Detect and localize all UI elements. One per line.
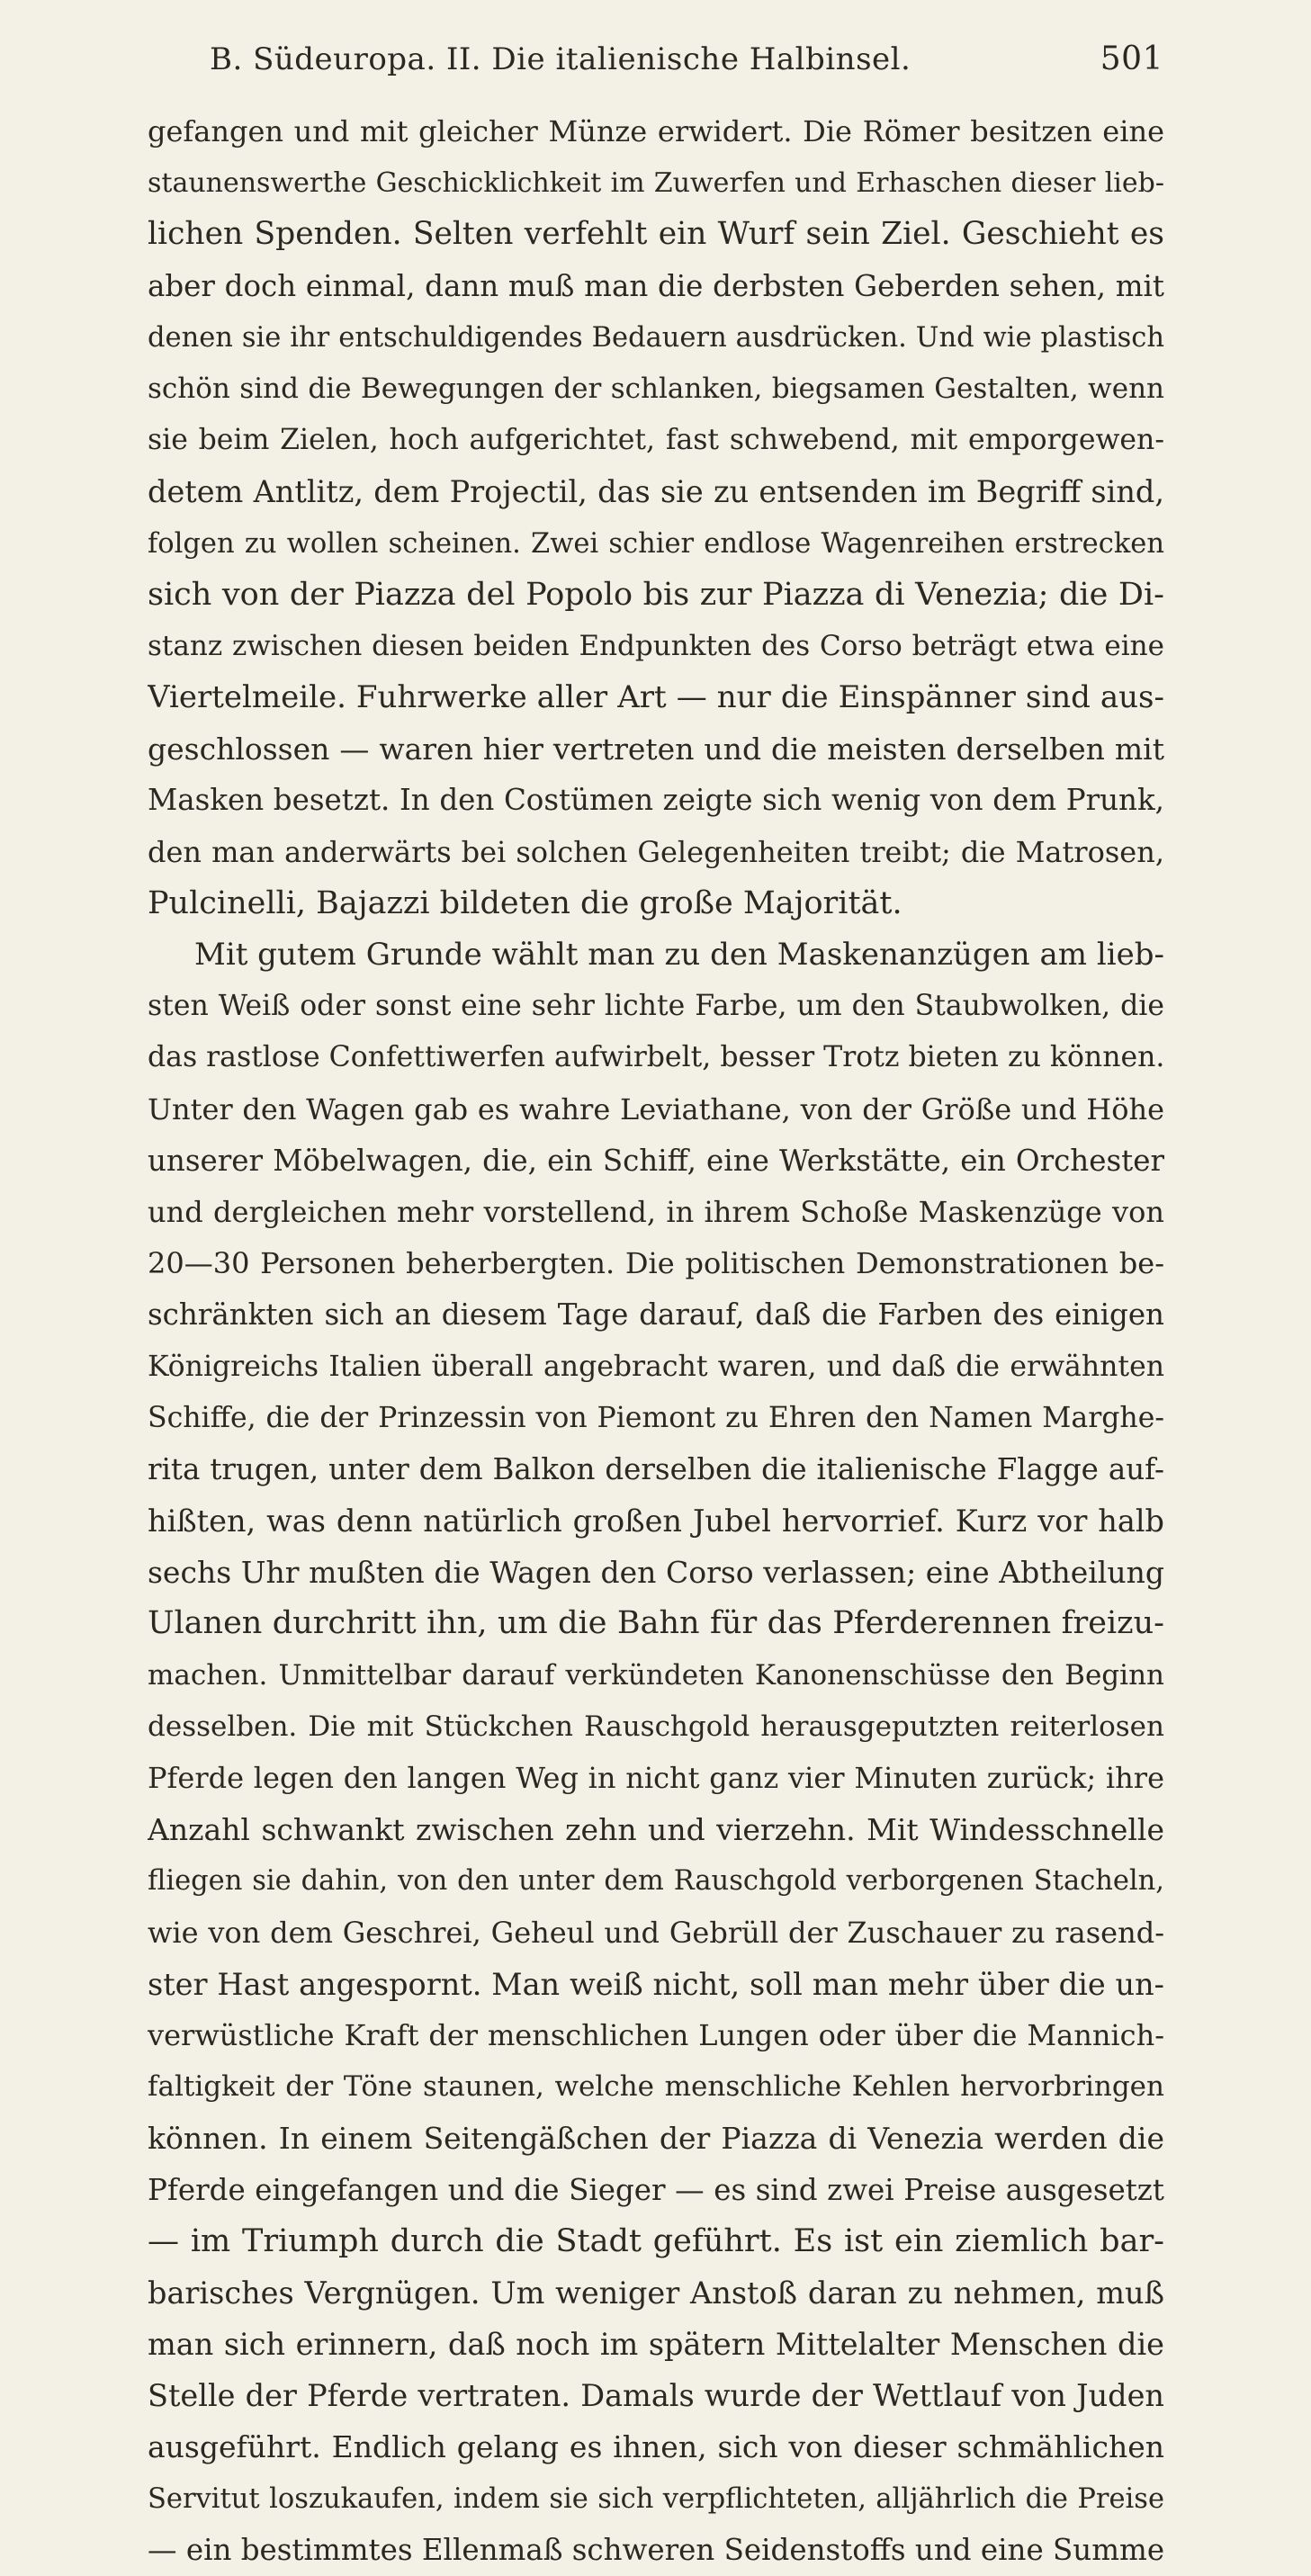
page-number: 501	[1100, 40, 1163, 77]
text-line: stanz zwischen diesen beiden Endpunkten des Corso beträgt etwa eine	[148, 629, 1164, 662]
text-line: ausgeführt. Endlich gelang es ihnen, sich von dieser schmählichen	[148, 2429, 1164, 2465]
paragraph	[148, 106, 1164, 929]
text-line: Unter den Wagen gab es wahre Leviathane, von der Größe und Höhe	[148, 1091, 1164, 1126]
text-line: geschlossen — waren hier vertreten und die meisten derselben mit	[148, 732, 1164, 767]
text-line: — im Triumph durch die Stadt geführt. Es ist ein ziemlich bar-	[148, 2222, 1164, 2259]
text-line: folgen zu wollen scheinen. Zwei schier endlose Wagenreihen erstrecken	[148, 527, 1164, 560]
text-line: man sich erinnern, daß noch im spätern Mittelalter Menschen die	[148, 2327, 1164, 2363]
text-line: denen sie ihr entschuldigendes Bedauern ausdrücken. Und wie plastisch	[148, 321, 1164, 354]
text-line: gefangen und mit gleicher Münze erwidert. Die Römer besitzen eine	[148, 114, 1164, 148]
text-line: schön sind die Bewegungen der schlanken, biegsamen Gestalten, wenn	[148, 372, 1164, 405]
text-line: Schiffe, die der Prinzessin von Piemont zu Ehren den Namen Marghe-	[148, 1401, 1164, 1434]
text-line: aber doch einmal, dann muß man die derbsten Geberden sehen, mit	[148, 268, 1164, 303]
text-line: Pferde eingefangen und die Sieger — es sind zwei Preise ausgesetzt	[148, 2172, 1164, 2207]
text-line: Ulanen durchritt ihn, um die Bahn für das Pferderennen freizu-	[148, 1605, 1164, 1642]
text-line: Mit gutem Grunde wählt man zu den Maskenanzügen am lieb-	[194, 937, 1164, 973]
text-line: sich von der Piazza del Popolo bis zur Piazza di Venezia; die Di-	[148, 576, 1164, 613]
text-line: und dergleichen mehr vorstellend, in ihrem Schoße Maskenzüge von	[148, 1194, 1164, 1229]
text-line: sten Weiß oder sonst eine sehr lichte Farbe, um den Staubwolken, die	[148, 990, 1164, 1023]
text-line: schränkten sich an diesem Tage darauf, daß die Farben des einigen	[148, 1297, 1164, 1333]
text-line: unserer Möbelwagen, die, ein Schiff, eine Werkstätte, ein Orchester	[148, 1143, 1164, 1178]
text-line: Viertelmeile. Fuhrwerke aller Art — nur die Einspänner sind aus-	[148, 679, 1164, 716]
text-line: 20—30 Personen beherbergten. Die politischen Demonstrationen be-	[148, 1246, 1164, 1281]
running-head-title: B. Südeuropa. II. Die italienische Halbinsel.	[210, 41, 911, 77]
text-line: wie von dem Geschrei, Geheul und Gebrüll der Zuschauer zu rasend-	[148, 1915, 1164, 1950]
text-line: sie beim Zielen, hoch aufgerichtet, fast schwebend, mit emporgewen-	[148, 424, 1164, 457]
text-line: das rastlose Confettiwerfen aufwirbelt, besser Trotz bieten zu können.	[148, 1041, 1164, 1074]
text-line: den man anderwärts bei solchen Gelegenheiten treibt; die Matrosen,	[148, 834, 1164, 869]
text-line: barisches Vergnügen. Um weniger Anstoß daran zu nehmen, muß	[148, 2275, 1164, 2311]
body-text	[148, 106, 1164, 2576]
text-line: Servitut loszukaufen, indem sie sich verpflichteten, alljährlich die Preise	[148, 2482, 1164, 2515]
running-head	[151, 32, 1163, 86]
text-line: verwüstliche Kraft der menschlichen Lungen oder über die Mannich-	[148, 2017, 1164, 2052]
text-line: faltigkeit der Töne staunen, welche menschliche Kehlen hervorbringen	[148, 2070, 1164, 2104]
text-line: Stelle der Pferde vertraten. Damals wurde der Wettlauf von Juden	[148, 2378, 1164, 2414]
text-line: lichen Spenden. Selten verfehlt ein Wurf sein Ziel. Geschieht es	[148, 216, 1164, 253]
text-line: — ein bestimmtes Ellenmaß schweren Seidenstoffs und eine Summe	[148, 2532, 1164, 2567]
text-line: Pulcinelli, Bajazzi bildeten die große Majorität.	[148, 884, 902, 921]
text-line: rita trugen, unter dem Balkon derselben die italienische Flagge auf-	[148, 1451, 1164, 1486]
text-line: Masken besetzt. In den Costümen zeigte sich wenig von dem Prunk,	[148, 783, 1164, 818]
text-line: Anzahl schwankt zwischen zehn und vierzehn. Mit Windesschnelle	[148, 1812, 1164, 1848]
text-line: Königreichs Italien überall angebracht waren, und daß die erwähnten	[148, 1350, 1164, 1383]
text-line: desselben. Die mit Stückchen Rauschgold herausgeputzten reiterlosen	[148, 1710, 1164, 1743]
text-line: hißten, was denn natürlich großen Jubel hervorrief. Kurz vor halb	[148, 1503, 1164, 1539]
text-line: Pferde legen den langen Weg in nicht ganz vier Minuten zurück; ihre	[148, 1761, 1164, 1795]
text-line: machen. Unmittelbar darauf verkündeten Kanonenschüsse den Beginn	[148, 1658, 1164, 1692]
text-line: staunenswerthe Geschicklichkeit im Zuwerfen und Erhaschen dieser lieb-	[148, 167, 1164, 200]
text-line: detem Antlitz, dem Projectil, das sie zu entsenden im Begriff sind,	[148, 474, 1164, 510]
text-line: fliegen sie dahin, von den unter dem Rauschgold verborgenen Stacheln,	[148, 1865, 1164, 1898]
paragraph	[148, 929, 1164, 2576]
text-line: können. In einem Seitengäßchen der Piazza di Venezia werden die	[148, 2121, 1164, 2157]
text-line: ster Hast angespornt. Man weiß nicht, soll man mehr über die un-	[148, 1966, 1164, 2002]
text-line: sechs Uhr mußten die Wagen den Corso verlassen; eine Abtheilung	[148, 1555, 1164, 1591]
